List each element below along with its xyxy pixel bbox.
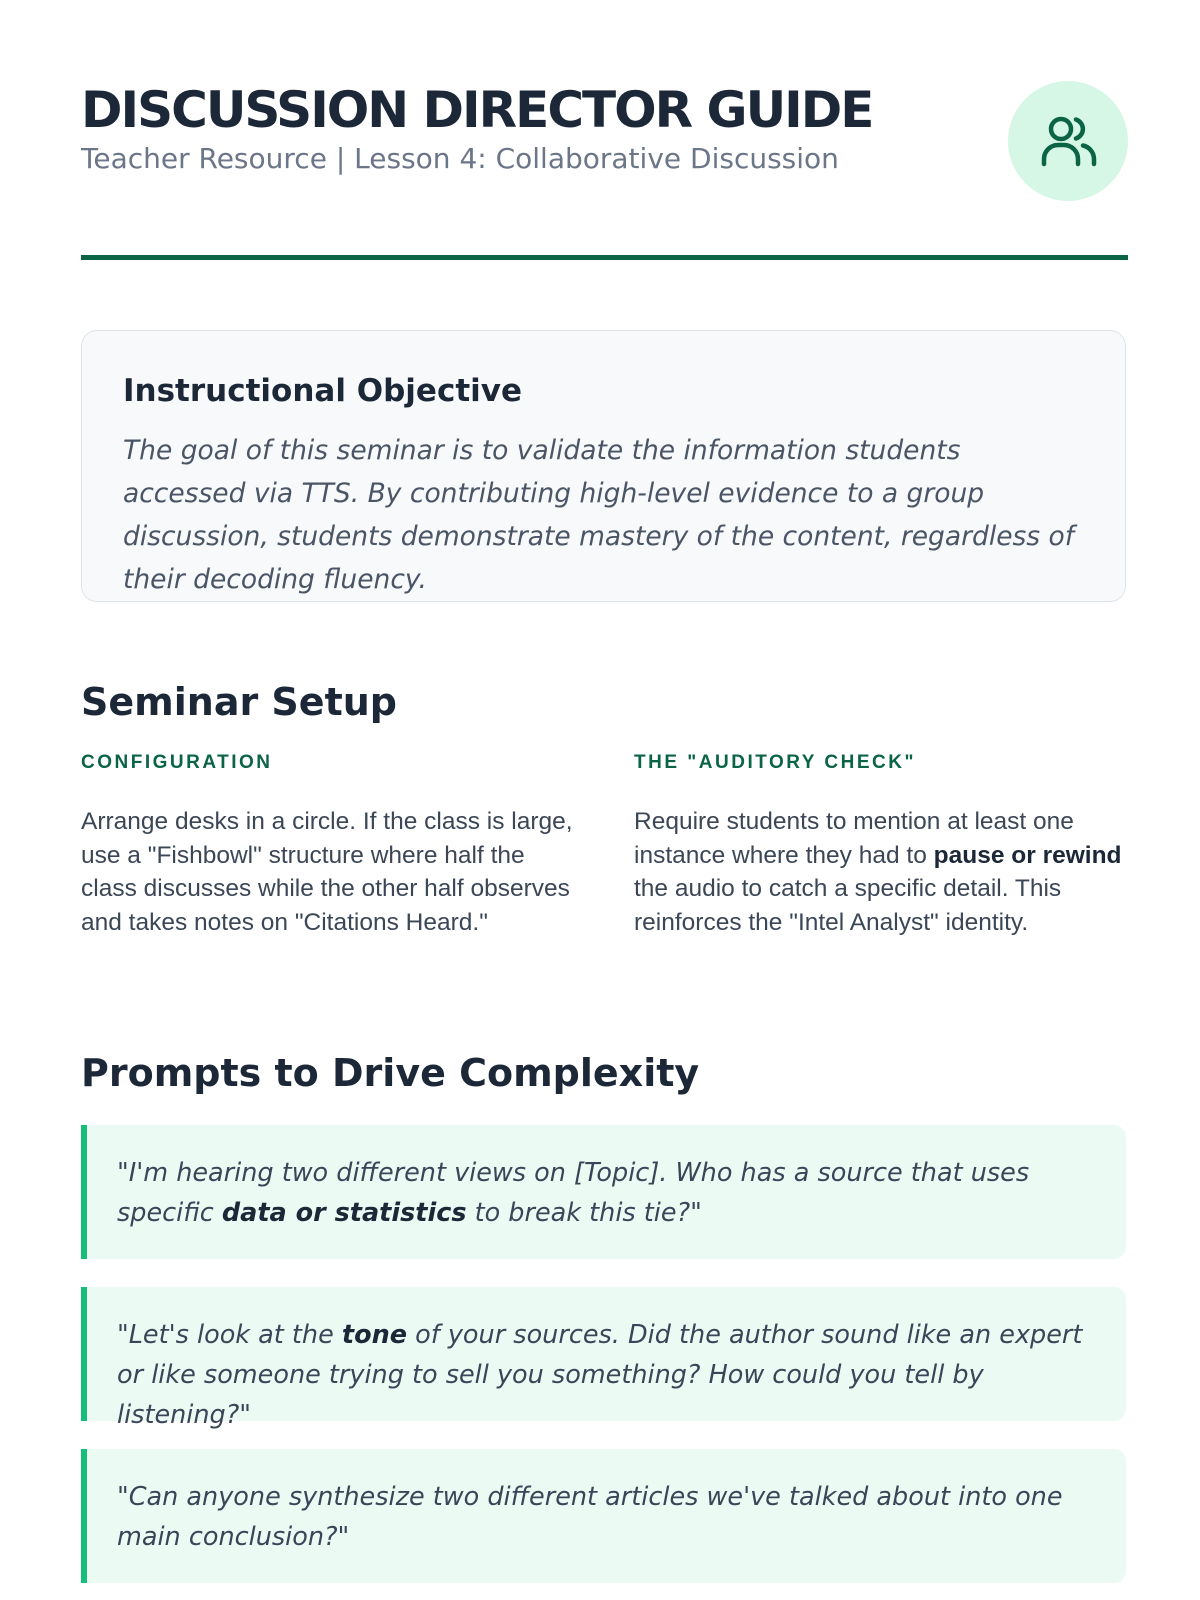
header-divider — [81, 255, 1128, 260]
objective-body: The goal of this seminar is to validate the information students accessed via TTS. By contributing high-level evidence to a group discussion, students demonstrate mastery of the content, regardless of their decoding fluency. — [123, 435, 1075, 595]
objective-title: Instructional Objective — [123, 373, 523, 409]
page-subtitle: Teacher Resource | Lesson 4: Collaborative Discussion — [81, 141, 839, 175]
prompt-text: "Can anyone synthesize two different articles we've talked about into one main conclusion?" — [117, 1482, 1063, 1552]
prompt-text: "I'm hearing two different views on [Topic]. Who has a source that uses specific — [117, 1158, 1030, 1228]
auditory-check-label: THE "AUDITORY CHECK" — [634, 752, 916, 773]
objective-card — [81, 330, 1126, 602]
page-title: DISCUSSION DIRECTOR GUIDE — [81, 81, 873, 139]
seminar-setup-heading: Seminar Setup — [81, 680, 397, 724]
auditory-check-text: Require students to mention at least one instance where they had to — [634, 808, 1074, 869]
configuration-label: CONFIGURATION — [81, 752, 273, 773]
prompt-text-end: of your sources. Did the author sound like an expert or like someone trying to sell you something? How could you tell by listening?" — [117, 1320, 1083, 1430]
users-icon — [1036, 109, 1100, 173]
users-icon-badge — [1008, 81, 1128, 201]
prompt-card — [81, 1449, 1126, 1583]
prompt-text: "Let's look at the — [117, 1320, 342, 1350]
configuration-body: Arrange desks in a circle. If the class is large, use a "Fishbowl" structure where half the class discusses while the other half observes and takes notes on "Citations Heard." — [81, 808, 573, 936]
prompt-emphasis: tone — [341, 1320, 408, 1350]
prompt-card — [81, 1125, 1126, 1259]
prompt-card — [81, 1287, 1126, 1430]
auditory-check-emphasis: pause or rewind — [933, 841, 1122, 869]
auditory-check-body — [634, 805, 1134, 939]
prompt-text-end: to break this tie?" — [466, 1198, 702, 1228]
auditory-check-text-end: the audio to catch a specific detail. This reinforces the "Intel Analyst" identity. — [634, 875, 1062, 936]
prompt-emphasis: data or statistics — [221, 1198, 467, 1228]
prompts-heading: Prompts to Drive Complexity — [81, 1051, 700, 1095]
page-header — [81, 82, 1127, 175]
